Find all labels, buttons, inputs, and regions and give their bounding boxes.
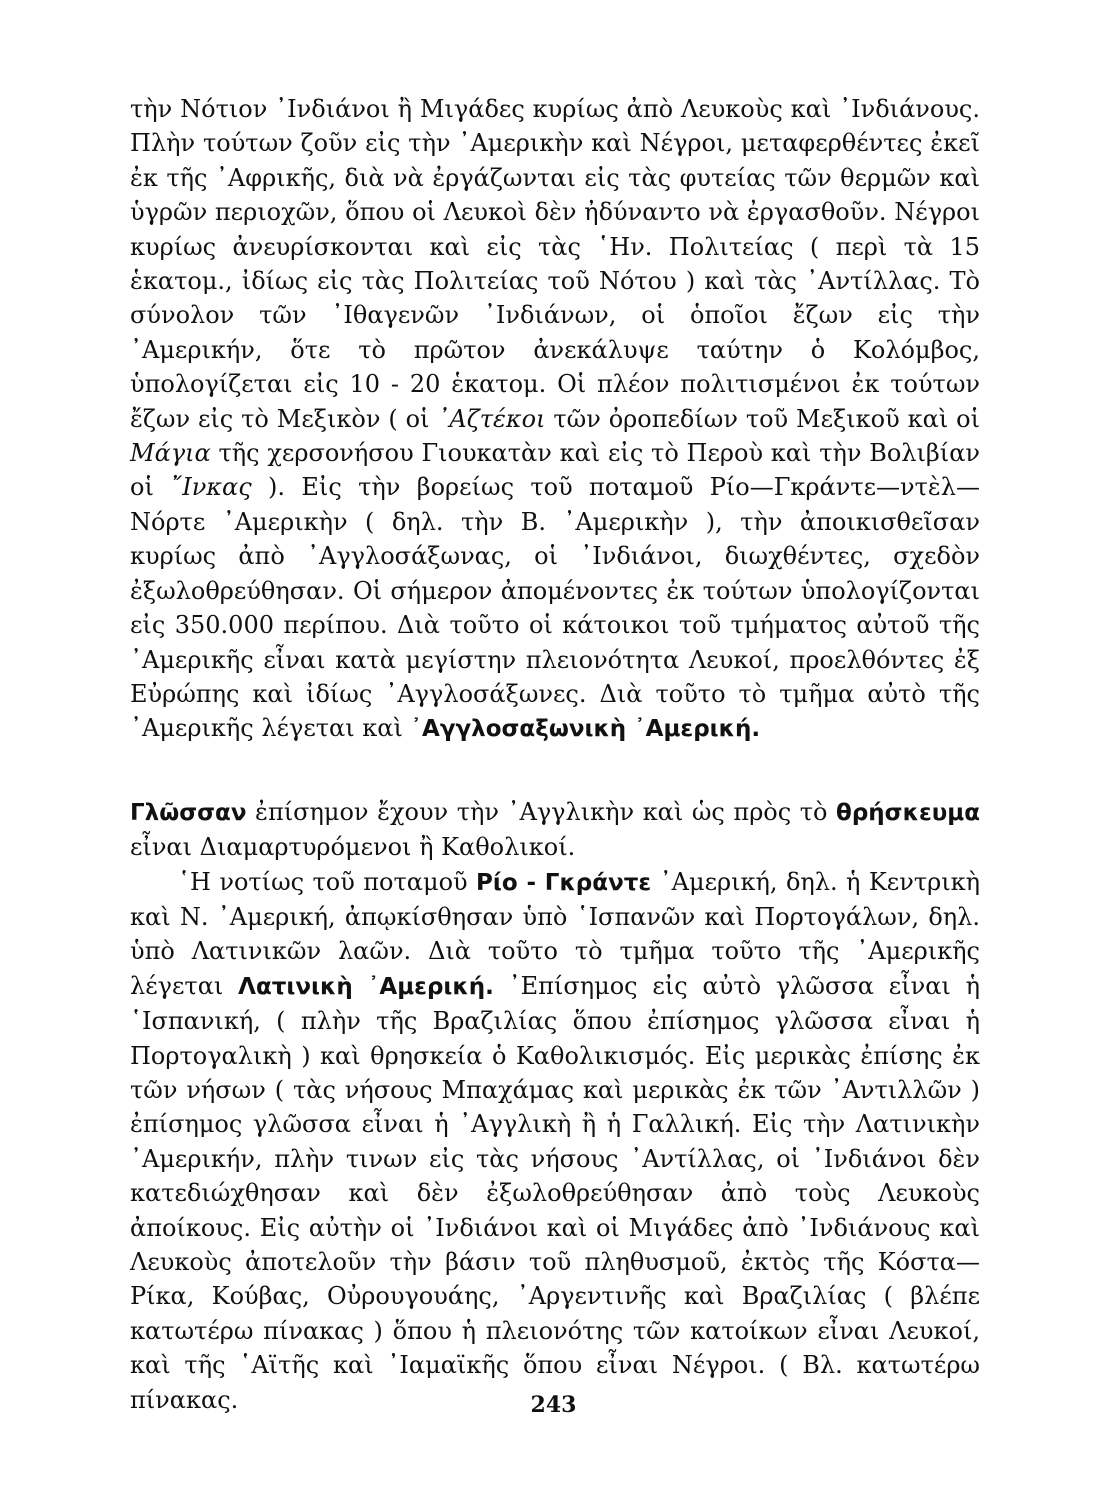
page-number: 243 — [530, 1392, 577, 1418]
bold-term-religion: θρήσκευμα — [836, 799, 980, 826]
bold-term-rio-grande: Ρίο - Γκράντε — [476, 869, 652, 896]
text-run: τὴν Νότιον ᾿Ινδιάνοι ἢ Μιγάδες κυρίως ἀπὸ Λευκοὺς καὶ ᾿Ινδιάνους. Πλὴν τούτων ζοῦν εἰς τὴν ᾿Αμερικὴν καὶ Νέγροι, μεταφερθέντες ἐκεῖ ἐκ τῆς ᾿Αφρικῆς, διὰ νὰ ἐργάζωνται εἰς τὰς φυτείας τῶν θερμῶν καὶ ὑγρῶν περιοχῶν, ὅπου οἱ Λευκοὶ δὲν ἠδύναντο νὰ ἐργασθοῦν. Νέγροι κυρίως ἀνευρίσκονται καὶ εἰς τὰς ῾Ην. Πολιτείας ( περὶ τὰ 15 ἑκατομ., ἰδίως εἰς τὰς Πολιτείας τοῦ Νότου ) καὶ τὰς ᾿Αντίλλας. Τὸ σύνολον τῶν ᾿Ιθαγενῶν ᾿Ινδιάνων, οἱ ὁποῖοι ἔζων εἰς τὴν ᾿Αμερικήν, ὅτε τὸ πρῶτον ἀνεκάλυψε ταύτην ὁ Κολόμβος, ὑπολογίζεται εἰς 10 - 20 ἑκατομ. Οἱ πλέον πολιτισμένοι ἐκ τούτων ἔζων εἰς τὸ Μεξικὸν ( οἱ — [130, 95, 980, 433]
bold-term-language: Γλῶσσαν — [130, 799, 247, 826]
text-run: ᾿Αμερική, δηλ. ἡ Κεντρικὴ καὶ Ν. ᾿Αμερική, ἀπῳκίσθησαν ὑπὸ ῾Ισπανῶν καὶ Πορτογάλων, δηλ. ὑπὸ Λατινικῶν λαῶν. Διὰ τοῦτο τὸ τμῆμα τοῦτο τῆς ᾿Αμερικῆς λέγεται — [130, 867, 980, 1000]
text-run: ἐπίσημον ἔχουν τὴν ᾿Αγγλικὴν καὶ ὡς πρὸς τὸ — [246, 797, 837, 826]
text-run: τῶν ὀροπεδίων τοῦ Μεξικοῦ καὶ οἱ — [545, 404, 980, 433]
document-body — [130, 92, 980, 1417]
paragraph-latin-america — [130, 865, 980, 1418]
text-run: εἶναι Διαμαρτυρόμενοι ἢ Καθολικοί. — [130, 833, 576, 862]
text-run: ᾿Επίσημος εἰς αὐτὸ γλῶσσα εἶναι ἡ ῾Ισπανική, ( πλὴν τῆς Βραζιλίας ὅπου ἐπίσημος γλῶσσα εἶναι ἡ Πορτογαλικὴ ) καὶ θρησκεία ὁ Καθολικισμός. Εἰς μερικὰς ἐπίσης ἐκ τῶν νήσων ( τὰς νήσους Μπαχάμας καὶ μερικὰς ἐκ τῶν ᾿Αντιλλῶν ) ἐπίσημος γλῶσσα εἶναι ἡ ᾿Αγγλικὴ ἢ ἡ Γαλλική. Εἰς τὴν Λατινικὴν ᾿Αμερικήν, πλὴν τινων εἰς τὰς νήσους ᾿Αντίλλας, οἱ ᾿Ινδιάνοι δὲν κατεδιώχθησαν καὶ δὲν ἐξωλοθρεύθησαν ἀπὸ τοὺς Λευκοὺς ἀποίκους. Εἰς αὐτὴν οἱ ᾿Ινδιάνοι καὶ οἱ Μιγάδες ἀπὸ ᾿Ινδιάνους καὶ Λευκοὺς ἀποτελοῦν τὴν βάσιν τοῦ πληθυσμοῦ, ἐκτὸς τῆς Κόστα—Ρίκα, Κούβας, Οὐρουγουάης, ᾿Αργεντινῆς καὶ Βραζιλίας ( βλέπε κατωτέρω πίνακας ) ὅπου ἡ πλειονότης τῶν κατοίκων εἶναι Λευκοί, καὶ τῆς ῾Αϊτῆς καὶ ᾿Ιαμαϊκῆς ὅπου εἶναι Νέγροι. ( Βλ. κατωτέρω πίνακας. — [130, 971, 981, 1414]
italic-term-maya: Μάγια — [130, 439, 211, 468]
bold-term-anglo-saxon-america: ᾿Αγγλοσαξωνικὴ ᾿Αμερική. — [410, 716, 761, 743]
italic-term-inca: ῎Ινκας — [170, 473, 252, 502]
bold-term-latin-america: Λατινικὴ ᾿Αμερική. — [238, 973, 494, 1000]
text-run: τῆς χερσονήσου Γιουκατὰν καὶ εἰς τὸ Περοὺ καὶ τὴν Βολιβίαν οἱ — [130, 439, 980, 502]
text-run: ῾Η νοτίως τοῦ ποταμοῦ — [178, 867, 477, 896]
text-run: ). Εἰς τὴν βορείως τοῦ ποταμοῦ Ρίο—Γκράντε—ντὲλ—Νόρτε ᾿Αμερικὴν ( δηλ. τὴν Β. ᾿Αμερικὴν ), τὴν ἀποικισθεῖσαν κυρίως ἀπὸ ᾿Αγγλοσάξωνας, οἱ ᾿Ινδιάνοι, διωχθέντες, σχεδὸν ἐξωλοθρεύθησαν. Οἱ σήμερον ἀπομένοντες ἐκ τούτων ὑπολογίζονται εἰς 350.000 περίπου. Διὰ τοῦτο οἱ κάτοικοι τοῦ τμήματος αὐτοῦ τῆς ᾿Αμερικῆς εἶναι κατὰ μεγίστην πλειονότητα Λευκοί, προελθόντες ἐξ Εὐρώπης καὶ ἰδίως ᾿Αγγλοσάξωνες. Διὰ τοῦτο τὸ τμῆμα αὐτὸ τῆς ᾿Αμερικῆς λέγεται καὶ — [130, 473, 980, 743]
paragraph-language-religion — [130, 795, 980, 865]
paragraph-americas-population — [130, 92, 980, 747]
italic-term-aztecs: ᾿Αζτέκοι — [437, 404, 546, 433]
